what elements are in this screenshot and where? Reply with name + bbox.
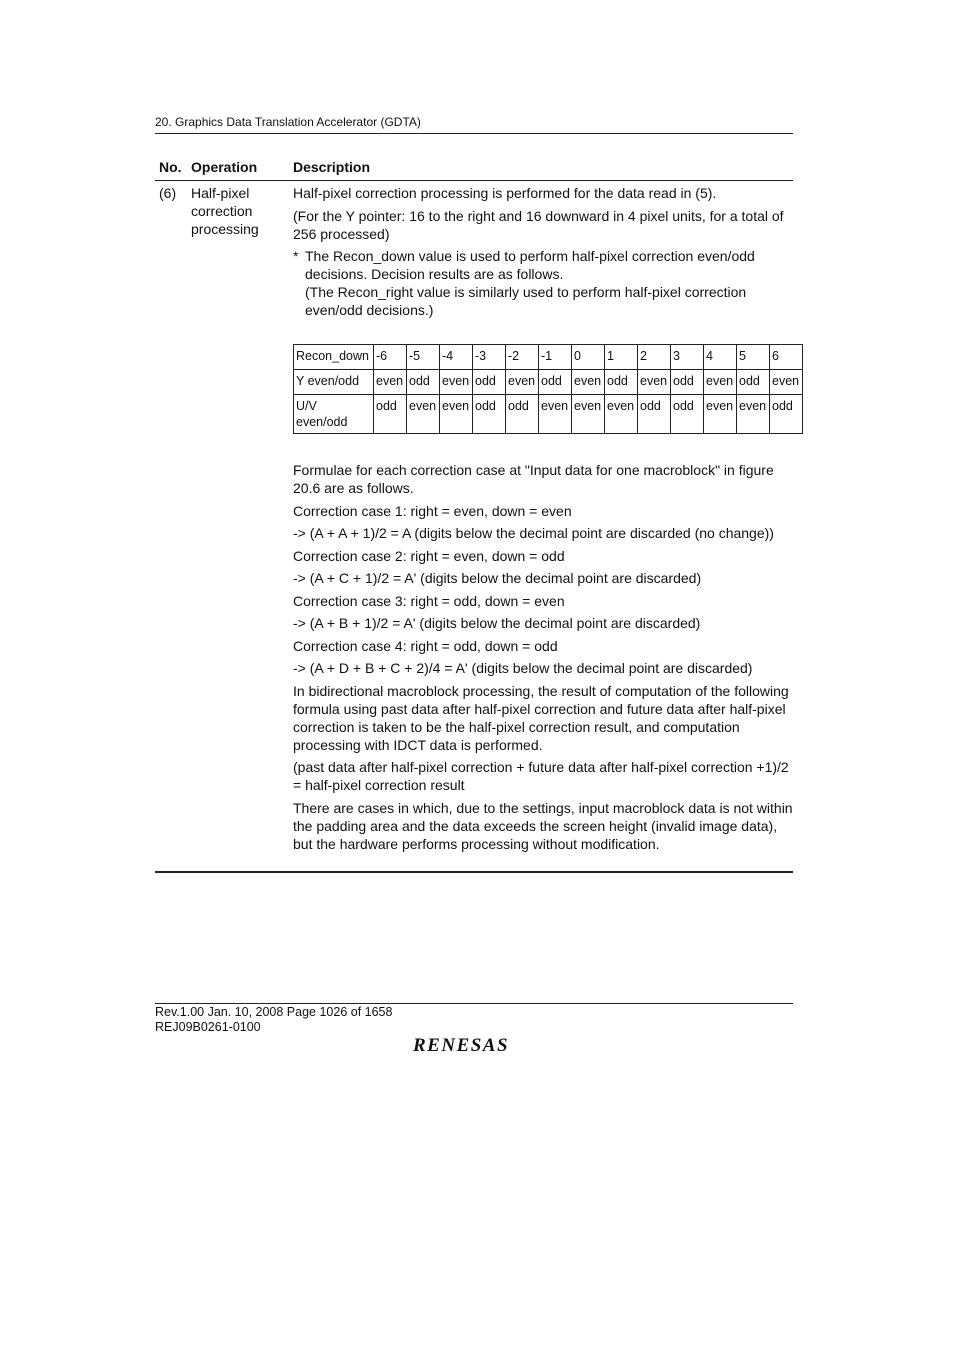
table-cell: -5 [407,345,440,370]
table-cell: -2 [506,345,539,370]
table-cell: even [770,370,803,395]
table-cell: odd [539,370,572,395]
table-cell: even [440,370,473,395]
row-number: (6) [159,185,177,201]
table-row-y [294,370,803,395]
table-cell: 2 [638,345,671,370]
footnote-text-2: (The Recon_right value is similarly used to perform half-pixel correction even/odd decisions.) [305,284,747,318]
description-paragraph: (For the Y pointer: 16 to the right and 16 downward in 4 pixel units, for a total of 256 processed) [293,207,784,242]
table-cell: odd [374,395,407,434]
table-cell: even [539,395,572,434]
formula-line: Correction case 3: right = odd, down = even [293,592,565,609]
table-row-label: Recon_down [294,345,374,370]
table-cell: odd [671,370,704,395]
table-cell: 5 [737,345,770,370]
table-cell: odd [638,395,671,434]
table-cell: even [374,370,407,395]
table-cell: -3 [473,345,506,370]
table-cell: odd [770,395,803,434]
table-cell: even [407,395,440,434]
formula-line: (past data after half-pixel correction + future data after half-pixel correction +1)/2 = half-pixel correction result [293,759,789,793]
table-cell: odd [671,395,704,434]
formula-line: -> (A + A + 1)/2 = A (digits below the decimal point are discarded (no change)) [293,525,774,541]
footer-document-number: REJ09B0261-0100 [155,1020,261,1034]
formula-line: There are cases in which, due to the settings, input macroblock data is not within the padding area and the data exceeds the screen height (invalid image data), but the hardware performs processing without modification. [293,799,793,852]
formula-line: In bidirectional macroblock processing, the result of computation of the following formula using past data after half-pixel correction and future data after half-pixel correction is taken to be the half-pixel correction result, and computation processing with IDCT data is performed. [293,682,789,753]
description-block [293,184,793,324]
formula-line: -> (A + B + 1)/2 = A' (digits below the decimal point are discarded) [293,615,701,631]
formula-line: -> (A + D + B + C + 2)/4 = A' (digits below the decimal point are discarded) [293,660,753,676]
formula-line: Correction case 1: right = even, down = even [293,502,572,519]
footnote-marker: * [293,248,299,264]
formula-line: Correction case 2: right = even, down = odd [293,547,565,564]
column-header-operation: Operation [191,159,258,175]
recon-down-table [293,344,803,434]
table-cell: odd [473,370,506,395]
table-cell: odd [737,370,770,395]
formula-line: -> (A + C + 1)/2 = A' (digits below the decimal point are discarded) [293,570,702,586]
formulae-block [293,461,793,857]
description-paragraph: Half-pixel correction processing is performed for the data read in (5). [293,185,717,201]
row-operation: Half-pixel correction processing [191,185,259,237]
table-cell: 1 [605,345,638,370]
table-cell: even [638,370,671,395]
table-cell: odd [605,370,638,395]
header-divider [155,133,793,134]
formula-line: Correction case 4: right = odd, down = odd [293,637,558,654]
table-cell: even [506,370,539,395]
table-cell: even [704,395,737,434]
footer-divider [155,1003,793,1004]
table-cell: even [605,395,638,434]
table-row-label: Y even/odd [294,370,374,395]
table-cell: 3 [671,345,704,370]
table-cell: odd [473,395,506,434]
table-cell: odd [407,370,440,395]
table-cell: even [572,370,605,395]
table-cell: even [704,370,737,395]
column-header-description: Description [293,159,371,175]
table-cell: even [737,395,770,434]
table-cell: odd [506,395,539,434]
renesas-logo-graphic [413,1034,533,1056]
table-cell: even [440,395,473,434]
table-row-uv [294,395,803,434]
table-header-divider [155,180,793,181]
footnote [293,247,793,319]
table-cell: -1 [539,345,572,370]
renesas-logo-text: RENESAS [413,1035,510,1056]
footnote-text: The Recon_down value is used to perform half-pixel correction even/odd decisions. Decision results are as follows. [305,248,755,282]
renesas-logo [413,1034,533,1061]
table-row-label: U/V even/odd [294,395,374,434]
formula-line: Formulae for each correction case at "Input data for one macroblock" in figure 20.6 are as follows. [293,462,774,496]
footer-revision: Rev.1.00 Jan. 10, 2008 Page 1026 of 1658 [155,1005,393,1019]
table-bottom-rule [155,871,793,873]
table-cell: -6 [374,345,407,370]
table-cell: even [572,395,605,434]
running-header: 20. Graphics Data Translation Accelerator (GDTA) [155,115,421,129]
table-cell: -4 [440,345,473,370]
column-header-no: No. [159,159,182,175]
footer [155,1005,392,1035]
table-cell: 4 [704,345,737,370]
table-cell: 0 [572,345,605,370]
table-cell: 6 [770,345,803,370]
table-row-recon-down [294,345,803,370]
